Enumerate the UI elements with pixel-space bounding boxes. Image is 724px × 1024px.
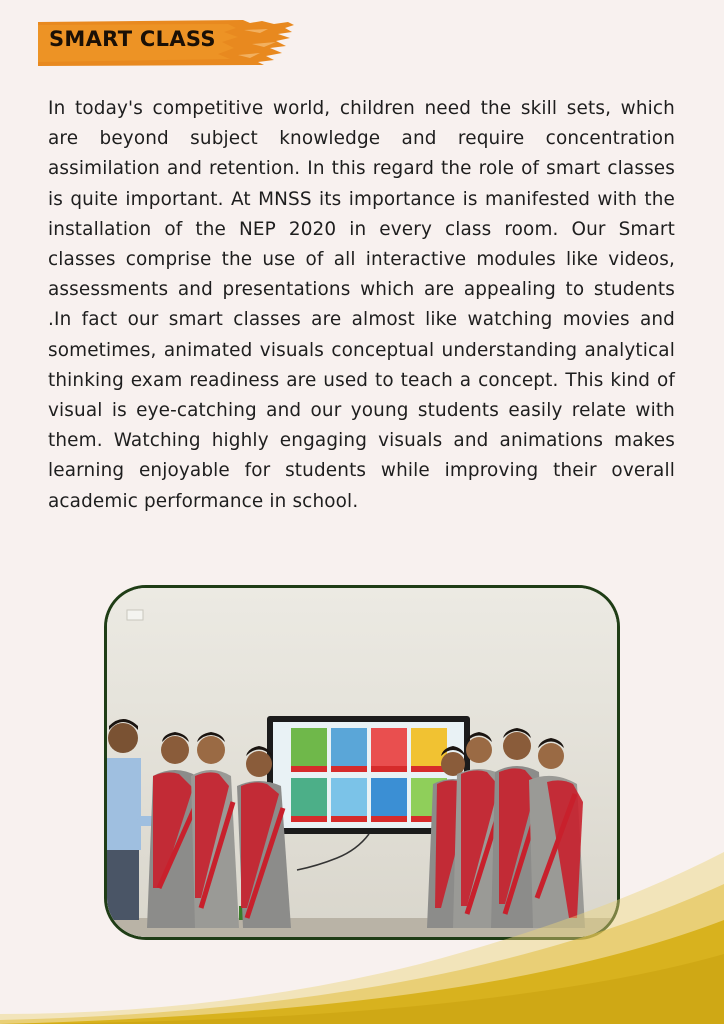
- page-title: SMART CLASS: [49, 27, 216, 51]
- decorative-wave: [0, 844, 724, 1024]
- heading-banner: [38, 20, 294, 66]
- article-body: In today's competitive world, children need the skill sets, which are beyond subject knowledge and require concentration assimilation and retention. In this regard the role of smart classes is quite important. At MNSS its importance is manifested with the installation of the NEP 2020 in every class room. Our Smart classes comprise the use of all interactive modules like videos, assessments and presentations which are appealing to students .In fact our smart classes are almost like watching movies and sometimes, animated visuals conceptual understanding analytical thinking exam readiness are used to teach a concept. This kind of visual is eye-catching and our young students easily relate with them. Watching highly engaging visuals and animations makes learning enjoyable for students while improving their overall academic performance in school.: [48, 98, 675, 512]
